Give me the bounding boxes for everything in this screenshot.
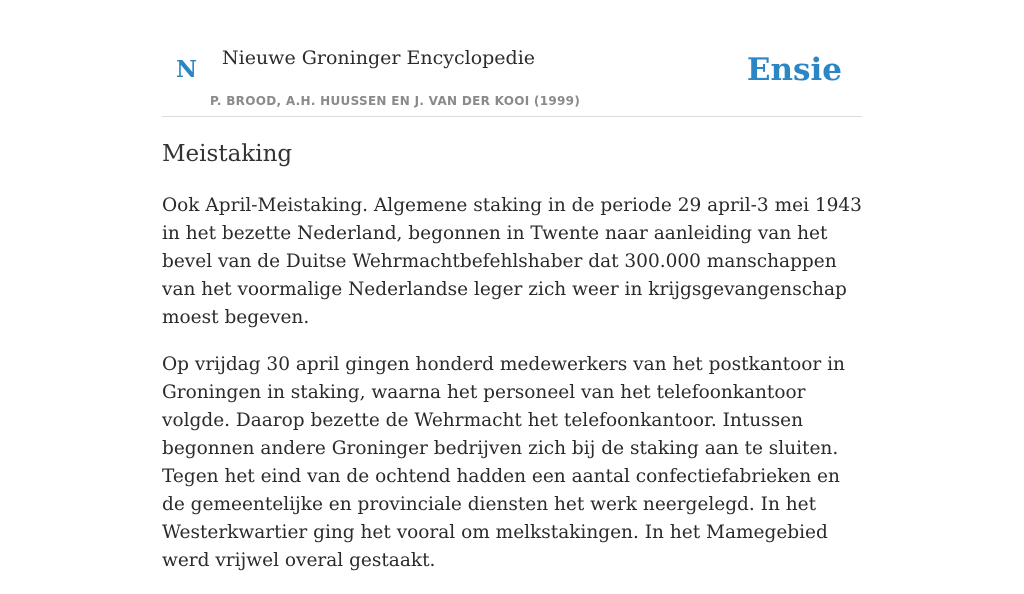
entry-paragraph: Ook April-Meistaking. Algemene staking in de periode 29 april-3 mei 1943 in het bezette Nederland, begonnen in Twente naar aanleiding van het bevel van de Duitse Wehrmachtbefehlshaber dat 300.000 manschappen van het voormalige Nederlandse leger zich weer in krijgsgevangenschap moest begeven. <box>162 195 862 328</box>
source-header <box>162 0 862 117</box>
entry-body <box>162 192 862 594</box>
source-title-link[interactable]: Nieuwe Groninger Encyclopedie <box>222 47 536 69</box>
source-logo-letter[interactable]: N <box>176 56 198 83</box>
ensie-logo-link[interactable]: Ensie <box>746 52 842 88</box>
source-authors: P. BROOD, A.H. HUUSSEN EN J. VAN DER KOOI (1999) <box>210 94 581 108</box>
entry-paragraph: Op vrijdag 30 april gingen honderd medewerkers van het postkantoor in Groningen in staking, waarna het personeel van het telefoonkantoor volgde. Daarop bezette de Wehrmacht het telefoonkantoor. Intussen begonnen andere Groninger bedrijven zich bij de staking aan te sluiten. Tegen het eind van de ochtend hadden een aantal confectiefabrieken en de gemeentelijke en provinciale diensten het werk neergelegd. In het Westerkwartier ging het vooral om melkstakingen. In het Mamegebied werd vrijwel overal gestaakt. <box>162 354 845 571</box>
page <box>162 0 862 571</box>
entry-title: Meistaking <box>162 141 293 167</box>
